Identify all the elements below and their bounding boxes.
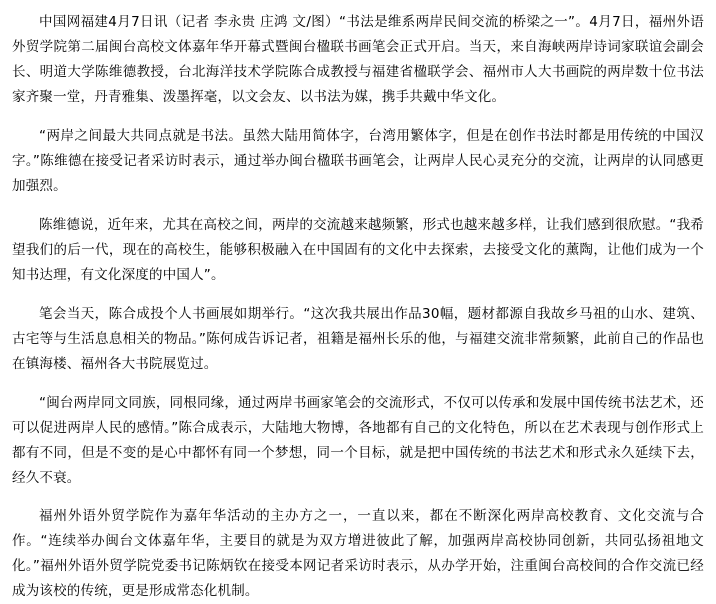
article-paragraph: 笔会当天，陈合成投个人书画展如期举行。“这次我共展出作品30幅，题材都源自我故乡马祖的山水、建筑、古宅等与生活息息相关的物品。”陈何成告诉记者，祖籍是福州长乐的他，与福建交流非常频繁，此前自己的作品也在镇海楼、福州各大书院展览过。 (12, 305, 704, 372)
article-paragraph: “两岸之间最大共同点就是书法。虽然大陆用简体字，台湾用繁体字，但是在创作书法时都是用传统的中国汉字。”陈维德在接受记者采访时表示，通过举办闽台楹联书画笔会，让两岸人民心灵充分的交流，让两岸的认同感更加强烈。 (12, 127, 704, 194)
article-paragraph: 陈维德说，近年来，尤其在高校之间，两岸的交流越来越频繁，形式也越来越多样，让我们感到很欣慰。“我希望我们的后一代，现在的高校生，能够积极融入在中国固有的文化中去探索，去接受文化的薰陶，让他们成为一个知书达理，有文化深度的中国人”。 (12, 216, 704, 283)
article-paragraph: 福州外语外贸学院作为嘉年华活动的主办方之一，一直以来，都在不断深化两岸高校教育、文化交流与合作。“连续举办闽台文体嘉年华，主要目的就是为双方增进彼此了解，加强两岸高校协同创新，共同弘扬祖地文化。”福州外语外贸学院党委书记陈炳钦在接受本网记者采访时表示，从办学开始，注重闽台高校间的合作交流已经成为该校的传统，更是形成常态化机制。 (12, 508, 704, 600)
article-paragraph: 中国网福建4月7日讯（记者 李永贵 庄鸿 文/图）“书法是维系两岸民间交流的桥梁之一”。4月7日，福州外语外贸学院第二届闽台高校文体嘉年华开幕式暨闽台楹联书画笔会正式开启。当天，来自海峡两岸诗词家联谊会副会长、明道大学陈维德教授，台北海洋技术学院陈合成教授与福建省楹联学会、福州市人大书画院的两岸数十位书法家齐聚一堂，丹青雅集、泼墨挥毫，以文会友、以书法为媒，携手共戴中华文化。 (12, 14, 704, 105)
article-paragraph: “闽台两岸同文同族，同根同缘，通过两岸书画家笔会的交流形式，不仅可以传承和发展中国传统书法艺术，还可以促进两岸人民的感情。”陈合成表示，大陆地大物博，各地都有自己的文化特色，所以在艺术表现与创作形式上都有不同，但是不变的是心中都怀有同一个梦想，同一个目标，就是把中国传统的书法艺术和形式永久延续下去，经久不衰。 (12, 394, 704, 486)
